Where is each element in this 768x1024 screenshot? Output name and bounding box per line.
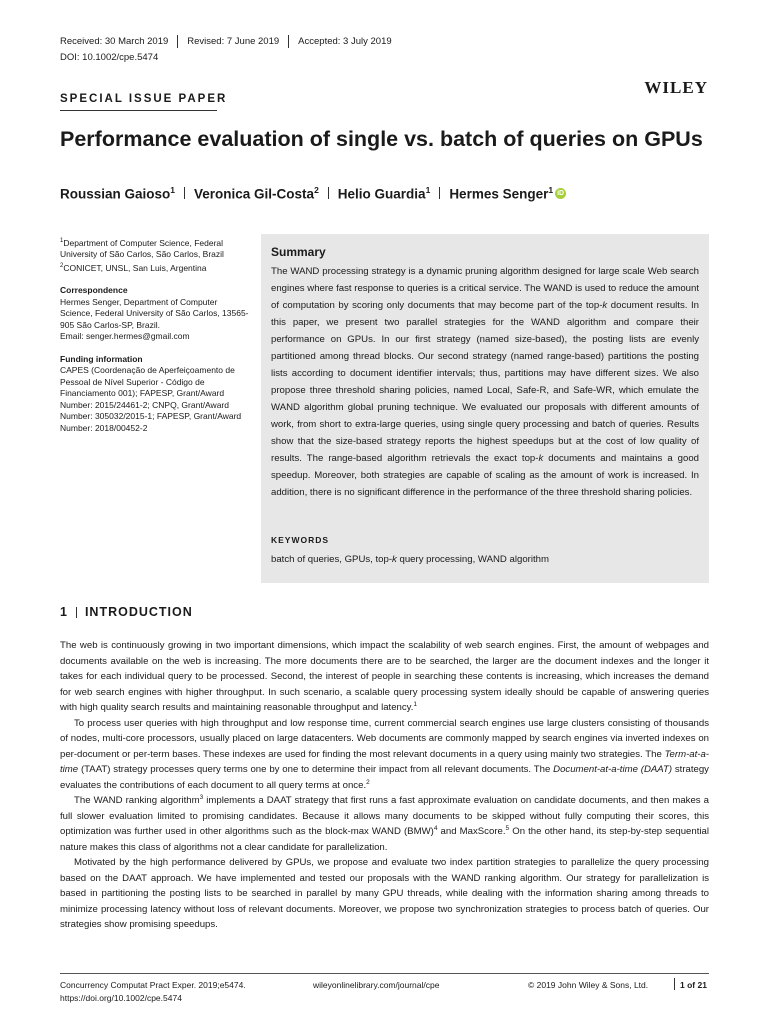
divider [439, 187, 440, 199]
author[interactable]: Helio Guardia$^1$ [337, 185, 431, 202]
funding-heading: Funding information [60, 353, 143, 364]
copyright: © 2019 John Wiley & Sons, Ltd. [528, 980, 649, 990]
author[interactable]: Roussian Gaioso$^1$ [60, 185, 176, 202]
citation[interactable]: 2 [366, 778, 370, 786]
keywords: batch of queries, GPUs, top-k query processing, WAND algorithm [271, 554, 549, 565]
divider [328, 187, 329, 199]
divider [288, 35, 289, 48]
footer-rule [60, 973, 709, 974]
article-type: SPECIAL ISSUE PAPER [60, 93, 228, 105]
article-info-sidebar [60, 236, 250, 434]
citation[interactable]: 3 [199, 793, 204, 801]
divider [177, 35, 178, 48]
section-title: INTRODUCTION [84, 605, 193, 619]
journal-citation: Concurrency Computat Pract Exper. 2019;e5474. [60, 980, 246, 990]
publication-dates [60, 35, 392, 48]
correspondence-heading: Correspondence [60, 285, 128, 296]
citation[interactable]: 1 [413, 700, 418, 708]
divider [76, 607, 77, 618]
section-heading [60, 605, 193, 619]
author[interactable]: Hermes Senger$^1$ [449, 185, 554, 202]
publisher-logo: WILEY [644, 78, 708, 97]
introduction-text [60, 638, 709, 933]
abstract-box [261, 234, 709, 583]
keywords-heading: KEYWORDS [271, 535, 330, 545]
citation[interactable]: 4 [433, 824, 438, 832]
funding-text: CAPES (Coordenação de Aperfeiçoamento de Pessoal de Nível Superior - Código de Financiamento 001); FAPESP, Grant/Award Number: 2015/24461-2; CNPQ, Grant/Award Number: 305032/2015-1; FAPESP, Grant/Award Number: 2018/00452-2 [60, 365, 242, 433]
correspondence-email[interactable]: Email: senger.hermes@gmail.com [60, 331, 190, 342]
paragraph: To process user queries with high throughput and low response time, current commercial search engines use large clusters consisting of thousands of nodes, multi-core processors, usually placed on large datacenters. Web documents are commonly mapped by search engines via inverted indexes on per-document or per-term bases. These indexes are used for finding the most relevant documents in a query using mainly two strategies. The Term-at-a-time (TAAT) strategy processes query terms one by one to determine their impact from all relevant documents. The Document-at-a-time (DAAT) strategy evaluates the contributions of each document to all query terms at once.$^2$ [60, 717, 709, 791]
accepted-date: Accepted: 3 July 2019 [298, 36, 392, 47]
paper-title: Performance evaluation of single vs. batch of queries on GPUs [60, 127, 703, 151]
article-type-underline [60, 110, 217, 111]
correspondence-text: Hermes Senger, Department of Computer Science, Federal University of São Carlos, 13565-905 São Carlos-SP, Brazil. [60, 296, 249, 330]
author[interactable]: Veronica Gil-Costa$^2$ [194, 185, 319, 202]
doi[interactable]: DOI: 10.1002/cpe.5474 [60, 52, 159, 63]
doi-link[interactable]: https://doi.org/10.1002/cpe.5474 [60, 993, 182, 1003]
abstract-heading: Summary [271, 245, 326, 259]
page-number: 1 of 21 [680, 980, 707, 990]
divider [674, 978, 675, 990]
orcid-icon[interactable]: iD [557, 189, 565, 197]
abstract-text: The WAND processing strategy is a dynamic pruning algorithm designed for large scale Web search engines where fast response to queries is a critical service. The WAND is used to reduce the amount of computation by scoring only documents that may become part of the top-k document results. In this paper, we present two parallel strategies for the WAND algorithm and compare their performance on GPUs. In our first strategy (named size-based), the posting lists are evenly partitioned among thread blocks. Our second strategy (named range-based) partitions the posting lists according to document identifier intervals; thus, partitions may have different sizes. We also propose three threshold sharing policies, named Local, Safe-R, and Safe-WR, which emulate the WAND algorithm global pruning technique. We evaluated our proposals with different amounts of work, from short to extra-large queries, using single query processing and batch of queries. Results show that the size-based strategy reports the highest speedups but at the cost of low quality of results. The range-based algorithm retrievals the exact top-k documents and maintains a good speedup. Moreover, both strategies are capable of scaling as the amount of work is increased. In addition, there is no significant difference in the performance of the three threshold sharing policies. [271, 266, 700, 498]
paragraph: Motivated by the high performance delivered by GPUs, we propose and evaluate two index partition strategies to parallelize the query processing based on the DAAT approach. We have implemented and tested our proposals with the WAND ranking algorithm. Our strategy for parallelization is based in partitioning the posting lists to be searched in parallel by many GPU threads, while dealing with the information sharing among threads to minimize processing latency without loss of relevant documents. Moreover, we propose two synchronization strategies to process batch of queries. Our strategies show promising speedups. [60, 857, 709, 930]
paragraph: The WAND ranking algorithm$^3$ implements a DAAT strategy that first runs a fast approximate evaluation on candidate documents, and then makes a full slower evaluation limited to promising candidates. Because it allows many documents to be skipped without fully computing their scores, this optimization was further used in other algorithms such as the block-max WAND (BMW)$^4$ and MaxScore.$^5$ On the other hand, its step-by-step sequential nature makes this class of algorithms not a clear candidate for parallelization. [60, 793, 709, 853]
affiliations: $^1$Department of Computer Science, Federal University of São Carlos, São Carlos, Brazil $^2$CONICET, UNSL, San Luis, Argentina [60, 237, 224, 273]
section-number: 1 [60, 605, 68, 619]
citation[interactable]: 5 [505, 824, 510, 832]
journal-site-link[interactable]: wileyonlinelibrary.com/journal/cpe [313, 980, 440, 990]
divider [184, 187, 185, 199]
paragraph: The web is continuously growing in two important dimensions, which impact the scalability of web search engines. First, the amount of webpages and documents available on the web is increasing. The more documents there are to be searched, the larger are the document indexes and the longer it takes for each individual query to be processed. Second, the interest of people in searching these contents is increasing, which increases the demand for web search engines with higher throughput. In such scenario, a scalable query processing system ideally should be capable of answering queries with high quality search results and maintaining reasonable throughput and latency.$^1$ [60, 640, 709, 713]
received-date: Received: 30 March 2019 [60, 36, 169, 47]
author-list [60, 185, 566, 202]
revised-date: Revised: 7 June 2019 [187, 36, 280, 47]
